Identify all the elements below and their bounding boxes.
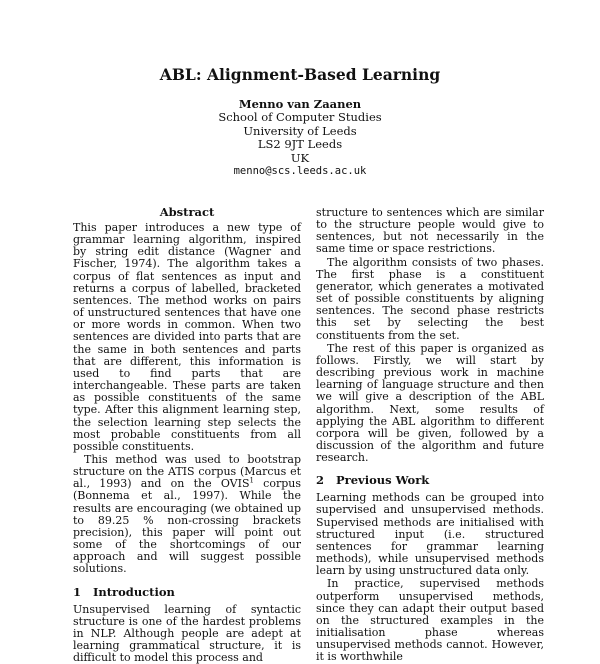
section-heading-previous-work bbox=[316, 473, 544, 487]
section-title: Previous Work bbox=[336, 473, 430, 488]
author-name: Menno van Zaanen bbox=[238, 97, 362, 111]
abstract-paragraph bbox=[73, 454, 301, 576]
affiliation-line: School of Computer Studies bbox=[218, 110, 382, 125]
section-number: 2 bbox=[316, 473, 325, 488]
section-title: Introduction bbox=[93, 584, 175, 599]
author-email[interactable]: menno@scs.leeds.ac.uk bbox=[233, 165, 367, 178]
body-paragraph: structure to sentences which are similar to the structure people would give to sentences, but not necessarily in the same time or space restrictions. bbox=[316, 206, 544, 256]
body-paragraph: In practice, supervised methods outperform unsupervised methods, since they can adapt their output based on the structured examples in the initialisation phase whereas unsupervised methods cannot. However, it is worthwhile bbox=[316, 577, 544, 664]
body-paragraph: The algorithm consists of two phases. The first phase is a constituent generator, which generates a motivated set of possible constituents by aligning sentences. The second phase restricts this set by selecting the best constituents from the set. bbox=[316, 255, 544, 342]
affiliation-line: University of Leeds bbox=[243, 123, 357, 138]
abstract-paragraph: This paper introduces a new type of grammar learning algorithm, inspired by string edit distance (Wagner and Fischer, 1974). The algorithm takes a corpus of flat sentences as input and returns a corpus of labelled, bracketed sentences. The method works on pairs of unstructured sentences that have one or more words in common. When two sentences are divided into parts that are the same in both sentences and parts that are different, this information is used to find parts that are interchangeable. These parts are taken as possible constituents of the same type. After this alignment learning step, the selection learning step selects the most probable constituents from all possible constituents. bbox=[73, 221, 301, 453]
author-block bbox=[0, 98, 600, 178]
body-paragraph: The rest of this paper is organized as follows. Firstly, we will start by describing previous work in machine learning of language structure and then we will give a description of the ABL algorithm. Next, some results of applying the ABL algorithm to different corpora will be given, followed by a discussion of the algorithm and future research. bbox=[316, 341, 544, 465]
body-paragraph: Learning methods can be grouped into supervised and unsupervised methods. Supervised methods are initialised with structured input (i.e. structured sentences for grammar learning methods), while unsupervised methods learn by using unstructured data only. bbox=[316, 491, 544, 578]
left-column bbox=[73, 206, 301, 664]
affiliation-line: UK bbox=[290, 150, 310, 165]
footnote-marker[interactable]: 1 bbox=[249, 476, 254, 485]
abstract-heading: Abstract bbox=[159, 205, 215, 219]
body-paragraph: Unsupervised learning of syntactic structure is one of the hardest problems in NLP. Although people are adept at learning grammatical structure, it is difficult to model this process and bbox=[73, 602, 301, 664]
affiliation-line: LS2 9JT Leeds bbox=[257, 137, 343, 152]
right-column bbox=[316, 207, 544, 663]
abstract-text: corpus (Bonnema et al., 1997). While the results are encouraging (we obtained up to 89.25 % non-crossing brackets precision), this paper will point out some of the shortcomings of our approach and will suggest possible solutions. bbox=[73, 477, 301, 576]
abstract-text: This method was used to bootstrap structure on the ATIS corpus (Marcus et al., 1993) and on the OVIS bbox=[73, 452, 301, 491]
section-number: 1 bbox=[73, 584, 82, 599]
section-heading-introduction bbox=[73, 585, 301, 599]
paper-title: ABL: Alignment-Based Learning bbox=[159, 65, 441, 84]
